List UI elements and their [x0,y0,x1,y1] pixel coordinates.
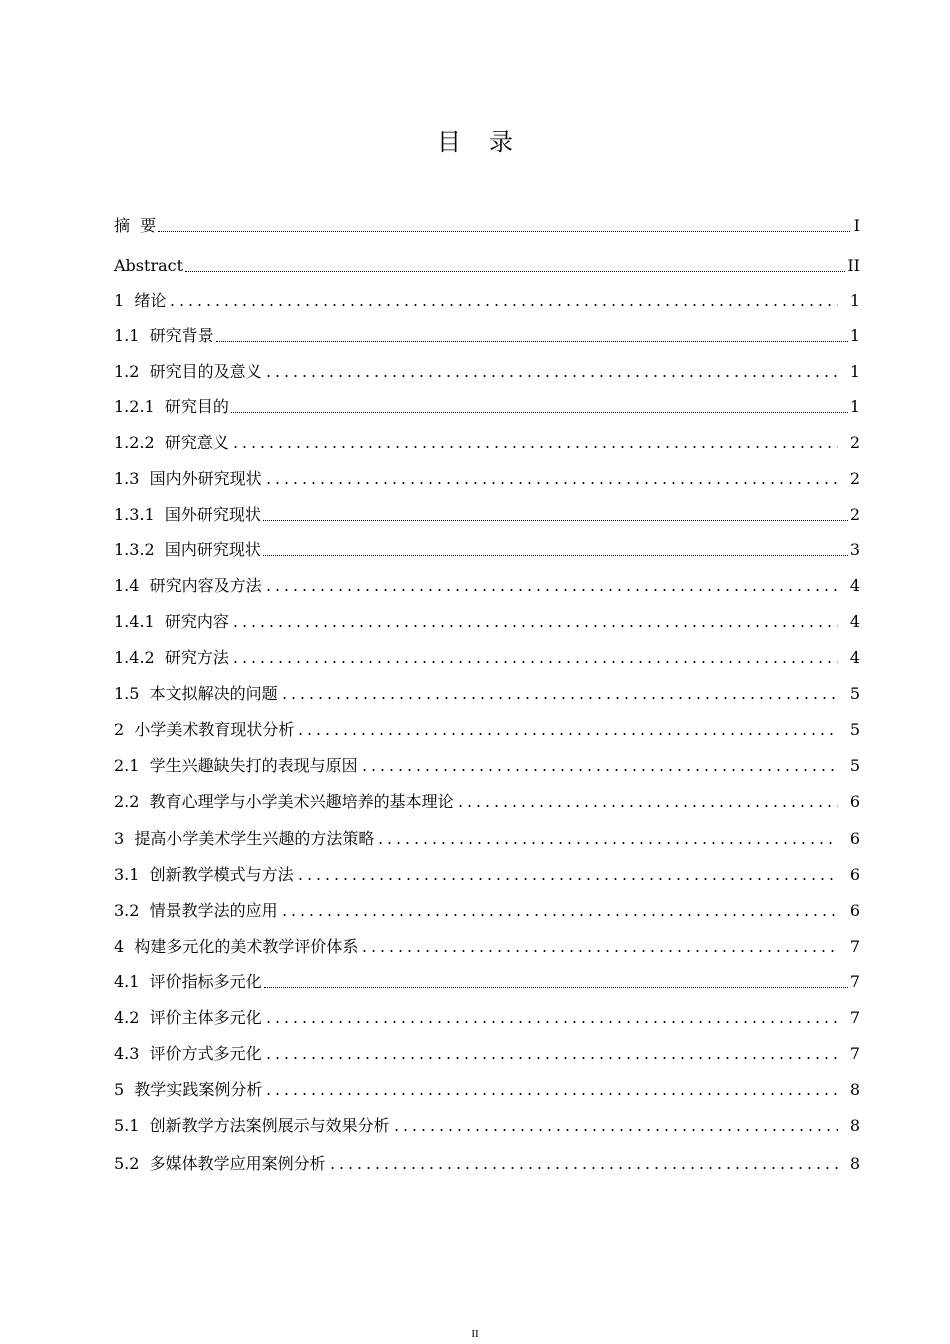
toc-entry-number: 1.4 [114,576,150,595]
toc-entry-page: 8 [849,1116,860,1135]
toc-entry-label: 提高小学美术学生兴趣的方法策略 [134,829,375,848]
toc-entry-number: 4.2 [114,1008,150,1027]
toc-entry-label: 学生兴趣缺失打的表现与原因 [149,756,358,775]
toc-entry-number: 4 [114,937,135,956]
toc-entry-number: 1.5 [114,684,150,703]
toc-entry[interactable] [114,716,860,740]
toc-entry-page: II [847,256,860,275]
toc-entry-page: 5 [849,756,860,775]
toc-dot-leader [280,696,838,700]
toc-entry-label: 多媒体教学应用案例分析 [149,1154,326,1173]
toc-dot-leader [264,987,848,988]
toc-entry[interactable] [114,897,860,921]
toc-entry-label: 评价方式多元化 [149,1044,262,1063]
toc-entry-number: 1.4.1 [114,612,165,631]
toc-entry[interactable] [114,644,860,668]
toc-entry-page: 3 [849,540,860,559]
toc-entry-number: 2 [114,720,135,739]
toc-entry-label: 教育心理学与小学美术兴趣培养的基本理论 [149,792,454,811]
toc-entry-label: 研究背景 [149,326,214,345]
title-char-1: 目 [437,128,461,156]
toc-dot-leader [264,1092,837,1096]
toc-dot-leader [392,1128,838,1132]
toc-entry[interactable] [114,358,860,382]
toc-entry-label: 小学美术教育现状分析 [134,720,295,739]
toc-dot-leader [296,732,837,736]
toc-entry-page: 4 [849,648,860,667]
toc-entry[interactable] [114,933,860,957]
toc-entry-page: 7 [849,1008,860,1027]
toc-entry-number: 1.2.1 [114,397,165,416]
toc-entry-page: 2 [849,505,860,524]
toc-entry-label: 国内外研究现状 [149,469,262,488]
toc-entry[interactable] [114,393,860,417]
toc-entry[interactable] [114,1040,860,1064]
toc-entry[interactable] [114,825,860,849]
toc-entry[interactable] [114,680,860,704]
toc-entry-page: 7 [849,1044,860,1063]
toc-entry[interactable] [114,752,860,776]
toc-entry[interactable] [114,608,860,632]
toc-entry-number: 2.2 [114,792,150,811]
toc-entry-label: 情景教学法的应用 [149,901,278,920]
toc-entry[interactable] [114,536,860,560]
toc-dot-leader [231,412,848,413]
toc-entry-page: 8 [849,1080,860,1099]
toc-dot-leader [264,588,838,592]
toc-entry-page: 1 [849,291,860,310]
toc-entry-page: 2 [849,469,860,488]
toc-entry-label: 绪论 [134,291,167,310]
toc-dot-leader [263,555,848,556]
toc-entry-number: 5.1 [114,1116,150,1135]
toc-dot-leader [168,303,837,307]
toc-entry-label: 创新教学方法案例展示与效果分析 [149,1116,390,1135]
toc-entry-number: 1.3.1 [114,505,165,524]
toc-entry-label: 评价指标多元化 [149,972,262,991]
toc-entry[interactable] [114,968,860,992]
toc-entry[interactable] [114,287,860,311]
toc-entry[interactable] [114,1150,860,1174]
toc-entry[interactable] [114,861,860,885]
toc-entry-label: 国内研究现状 [164,540,261,559]
toc-dot-leader [360,949,837,953]
toc-dot-leader [231,445,838,449]
toc-entry-page: 5 [849,720,860,739]
toc-entry-page: 1 [849,326,860,345]
toc-entry-label: 研究目的及意义 [149,362,262,381]
toc-entry-number: 1.2 [114,362,150,381]
toc-entry[interactable] [114,1076,860,1100]
toc-entry-label: 本文拟解决的问题 [149,684,278,703]
title-char-2: 录 [489,128,513,156]
toc-entry-page: 7 [849,937,860,956]
toc-entry[interactable] [114,429,860,453]
toc-dot-leader [231,624,838,628]
toc-dot-leader [264,374,838,378]
toc-entry-number: 3.2 [114,901,150,920]
toc-entry-label: 创新教学模式与方法 [149,865,294,884]
toc-entry-number: 1.3.2 [114,540,165,559]
toc-entry-number: 1.2.2 [114,433,165,452]
toc-entry-page: 4 [849,576,860,595]
toc-dot-leader [360,768,838,772]
toc-entry[interactable] [114,572,860,596]
toc-entry[interactable] [114,1004,860,1028]
page-number-footer: II [471,1328,479,1340]
toc-entry-label: 研究方法 [164,648,229,667]
toc-entry[interactable] [114,1112,860,1136]
toc-entry-number: Abstract [114,256,184,275]
toc-dot-leader [216,341,848,342]
toc-entry-page: 2 [849,433,860,452]
toc-entry-page: 6 [849,901,860,920]
toc-dot-leader [231,660,838,664]
toc-entry-number: 1.1 [114,326,150,345]
toc-entry-page: I [853,216,860,235]
toc-entry-page: 6 [849,829,860,848]
toc-entry-number: 1.4.2 [114,648,165,667]
toc-dot-leader [376,841,837,845]
toc-entry-label: 教学实践案例分析 [134,1080,263,1099]
toc-entry-label: 构建多元化的美术教学评价体系 [134,937,359,956]
toc-entry[interactable] [114,212,860,236]
toc-entry[interactable] [114,252,860,276]
toc-entry-number: 摘 要 [114,216,157,235]
toc-entry[interactable] [114,788,860,812]
toc-dot-leader [185,271,845,272]
toc-dot-leader [328,1166,838,1170]
toc-entry[interactable] [114,501,860,525]
toc-entry-number: 3 [114,829,135,848]
toc-entry[interactable] [114,465,860,489]
toc-entry-page: 1 [849,362,860,381]
toc-entry-page: 6 [849,865,860,884]
toc-entry-number: 1.3 [114,469,150,488]
toc-entry-number: 5.2 [114,1154,150,1173]
toc-entry-label: 评价主体多元化 [149,1008,262,1027]
toc-entry-page: 8 [849,1154,860,1173]
toc-entry-page: 4 [849,612,860,631]
toc-dot-leader [264,481,838,485]
toc-entry-page: 6 [849,792,860,811]
toc-entry-number: 5 [114,1080,135,1099]
toc-dot-leader [264,1020,838,1024]
toc-entry[interactable] [114,322,860,346]
toc-dot-leader [263,520,848,521]
toc-entry-page: 5 [849,684,860,703]
page-title [0,122,950,157]
toc-entry-label: 研究意义 [164,433,229,452]
toc-dot-leader [280,913,838,917]
toc-entry-page: 7 [849,972,860,991]
toc-dot-leader [456,804,838,808]
toc-entry-label: 研究内容及方法 [149,576,262,595]
toc-entry-label: 研究内容 [164,612,229,631]
toc-entry-number: 2.1 [114,756,150,775]
toc-entry-page: 1 [849,397,860,416]
toc-entry-label: 国外研究现状 [164,505,261,524]
toc-dot-leader [296,877,838,881]
toc-entry-label: 研究目的 [164,397,229,416]
toc-entry-number: 4.1 [114,972,150,991]
toc-dot-leader [158,231,850,232]
toc-dot-leader [264,1056,838,1060]
toc-entry-number: 4.3 [114,1044,150,1063]
toc-entry-number: 1 [114,291,135,310]
toc-entry-number: 3.1 [114,865,150,884]
